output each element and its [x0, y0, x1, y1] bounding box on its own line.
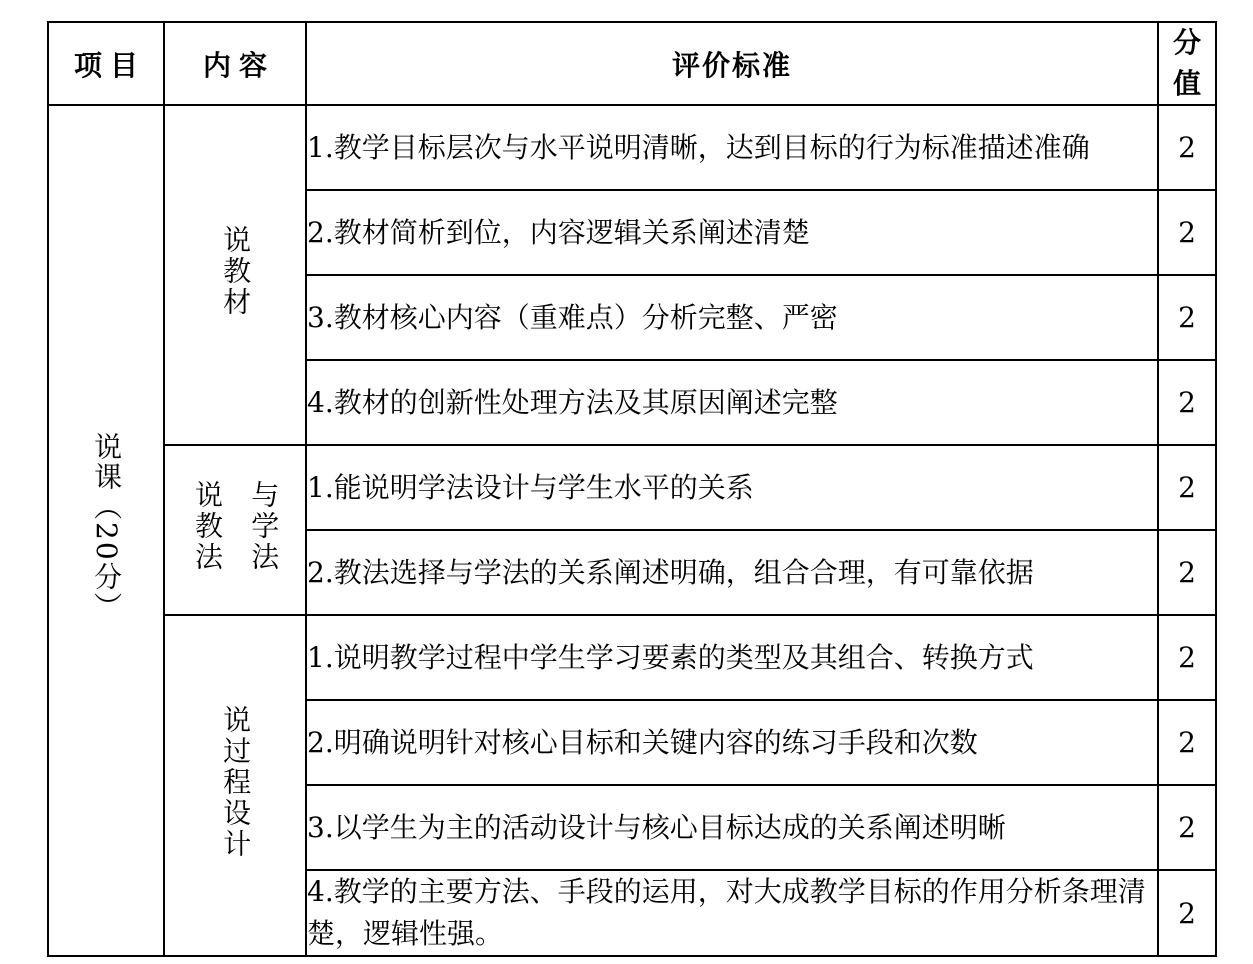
score-cell: 2	[1158, 360, 1216, 445]
criteria-cell: 2.教材简析到位，内容逻辑关系阐述清楚	[306, 190, 1158, 275]
table-row	[48, 105, 1216, 190]
criteria-cell: 4.教材的创新性处理方法及其原因阐述完整	[306, 360, 1158, 445]
header-item: 项目	[48, 22, 164, 105]
table-row	[48, 445, 1216, 530]
table-row	[48, 615, 1216, 700]
content-group-label: 说教材	[219, 225, 253, 319]
content-group-label-columns	[191, 480, 279, 573]
content-group-label: 说过程设计	[219, 704, 253, 860]
evaluation-rubric-table	[47, 21, 1217, 957]
content-group-teaching-material	[164, 105, 306, 445]
project-cell	[48, 105, 164, 956]
content-group-teaching-methods	[164, 445, 306, 615]
score-cell: 2	[1158, 870, 1216, 956]
criteria-cell: 4.教学的主要方法、手段的运用，对大成教学目标的作用分析条理清楚，逻辑性强。	[306, 870, 1158, 956]
content-group-label-col-2: 与学法	[247, 480, 281, 574]
header-content: 内容	[164, 22, 306, 105]
criteria-cell: 2.教法选择与学法的关系阐述明确，组合合理，有可靠依据	[306, 530, 1158, 615]
score-cell: 2	[1158, 105, 1216, 190]
header-row	[48, 22, 1216, 105]
score-cell: 2	[1158, 275, 1216, 360]
score-cell: 2	[1158, 190, 1216, 275]
criteria-cell: 3.以学生为主的活动设计与核心目标达成的关系阐述明晰	[306, 785, 1158, 870]
criteria-cell: 1.教学目标层次与水平说明清晰，达到目标的行为标准描述准确	[306, 105, 1158, 190]
criteria-cell: 1.说明教学过程中学生学习要素的类型及其组合、转换方式	[306, 615, 1158, 700]
score-cell: 2	[1158, 700, 1216, 785]
score-cell: 2	[1158, 615, 1216, 700]
content-group-process-design	[164, 615, 306, 956]
project-label: 说课（20分）	[90, 432, 124, 622]
score-cell: 2	[1158, 785, 1216, 870]
content-group-label-col-1: 说教法	[191, 480, 224, 574]
criteria-cell: 3.教材核心内容（重难点）分析完整、严密	[306, 275, 1158, 360]
score-cell: 2	[1158, 530, 1216, 615]
criteria-cell: 2.明确说明针对核心目标和关键内容的练习手段和次数	[306, 700, 1158, 785]
criteria-cell: 1.能说明学法设计与学生水平的关系	[306, 445, 1158, 530]
score-cell: 2	[1158, 445, 1216, 530]
header-score	[1158, 22, 1216, 105]
header-criteria: 评价标准	[306, 22, 1158, 105]
header-score-label: 分值	[1172, 26, 1201, 100]
